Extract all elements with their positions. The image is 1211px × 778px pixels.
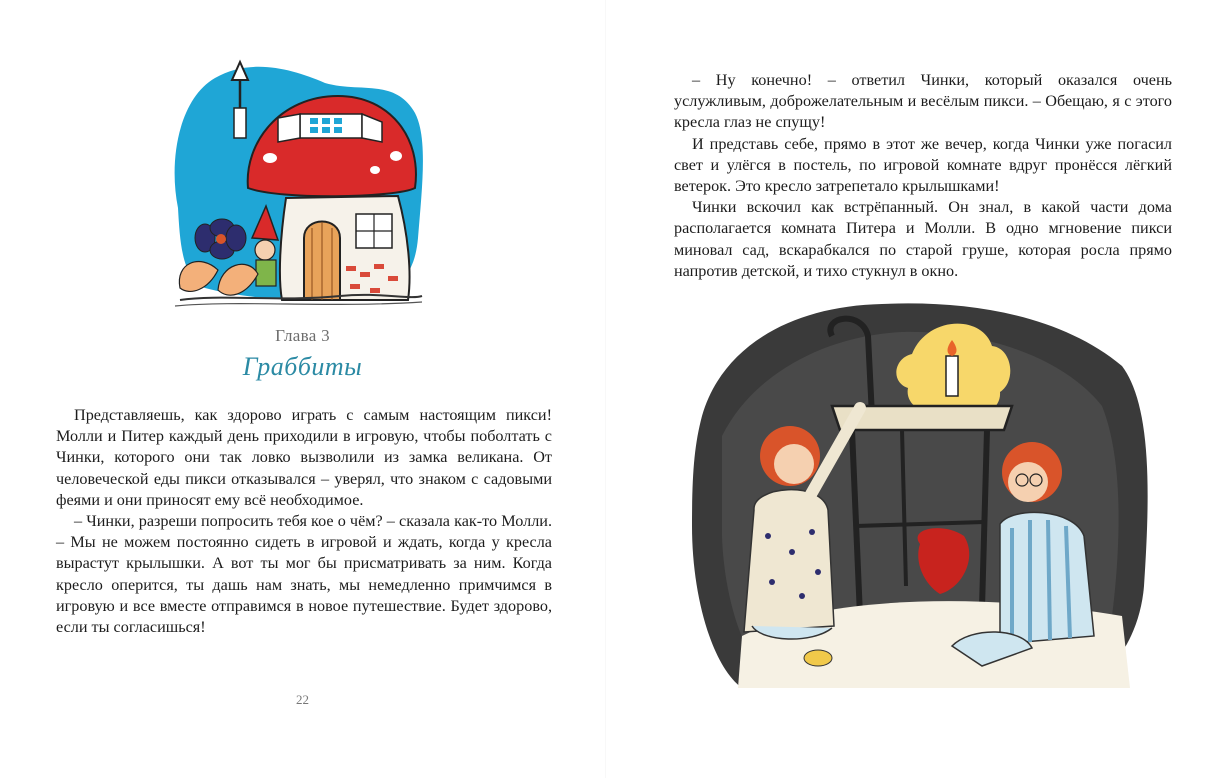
- left-page-text: [56, 405, 552, 638]
- chapter-title: Граббиты: [242, 352, 363, 381]
- paragraph: Чинки вскочил как встрёпанный. Он знал, в какой части дома располагается комната Питера и Молли. В одно мгновение пикси миновал сад, вскарабкался по старой груше, которая росла прямо напротив детской, и тихо стукнул в окно.: [674, 198, 1172, 280]
- chapter-number: Глава 3: [275, 326, 330, 345]
- paragraph: И представь себе, прямо в этот же вечер, когда Чинки уже погасил свет и улёгся в постель, по игровой комнате вдруг пронёсся лёгкий ветерок. Это кресло затрепетало крылышками!: [674, 134, 1172, 196]
- paragraph: – Чинки, разреши попросить тебя кое о чём? – сказала как-то Молли. – Мы не можем постоянно сидеть в игровой и ждать, когда у кресла вырастут крылышки. А вот ты мог бы присматривать за ним. Когда кресло оперится, ты дашь нам знать, мы немедленно примчимся в игровую и все вместе отправимся в новое путешествие. Будет здорово, если ты согласишься!: [56, 512, 552, 637]
- left-page: [0, 0, 605, 778]
- page-number: 22: [296, 692, 309, 707]
- children-under-chair-illustration: [682, 296, 1160, 694]
- mushroom-house-illustration: [160, 38, 430, 308]
- paragraph: Представляешь, как здорово играть с самым настоящим пикси! Молли и Питер каждый день приходили в игровую, чтобы поболтать с Чинки, которого они так ловко вызволили из замка великана. От человеческой еды пикси отказывался – уверял, что знаком с садовыми феями и они приносят ему всё необходимое.: [56, 406, 552, 509]
- right-page-text: [674, 70, 1172, 282]
- right-page: [606, 0, 1211, 778]
- paragraph: – Ну конечно! – ответил Чинки, который оказался очень услужливым, доброжелательным и весёлым пикси. – Обещаю, я с этого кресла глаз не спущу!: [674, 71, 1172, 132]
